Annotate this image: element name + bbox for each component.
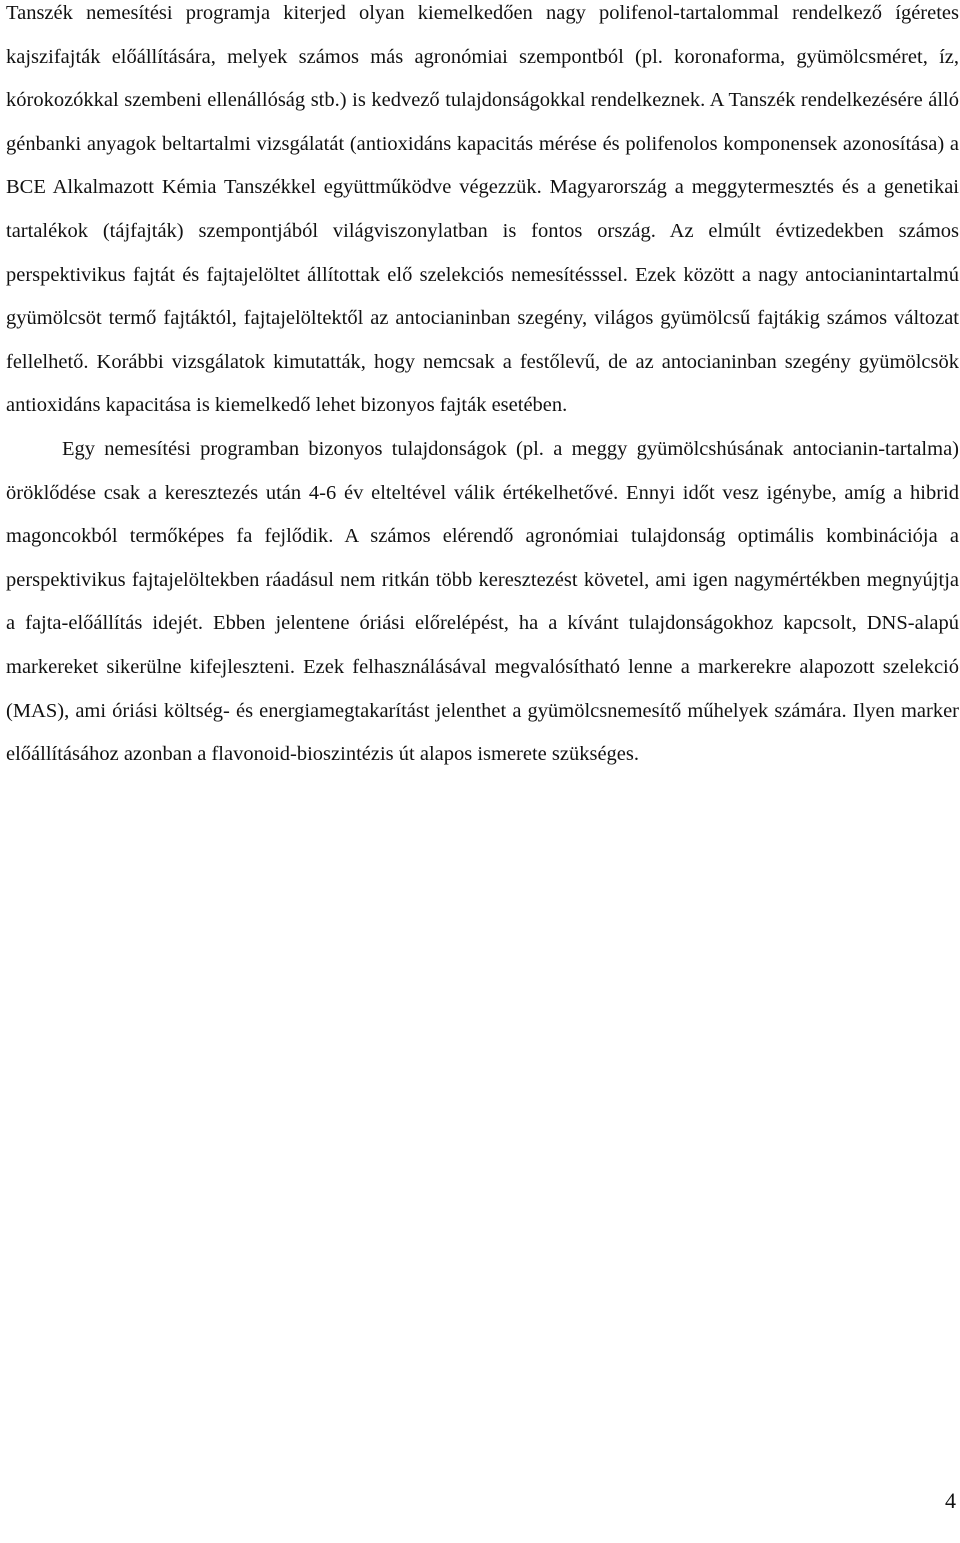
paragraph-1: Tanszék nemesítési programja kiterjed olyan kiemelkedően nagy polifenol-tartalommal rendelkező ígéretes kajszifajták előállítására, melyek számos más agronómiai szempontból (pl. koronaforma, gyümölcsméret, íz, kórokozókkal szembeni ellenállóság stb.) is kedvező tulajdonságokkal rendelkeznek. A Tanszék rendelkezésére álló génbanki anyagok beltartalmi vizsgálatát (antioxidáns kapacitás mérése és polifenolos komponensek azonosítása) a BCE Alkalmazott Kémia Tanszékkel együttműködve végezzük. Magyarország a meggytermesztés és a genetikai tartalékok (tájfajták) szempontjából világviszonylatban is fontos ország. Az elmúlt évtizedekben számos perspektivikus fajtát és fajtajelöltet állítottak elő szelekciós nemesítésssel. Ezek között a nagy antocianintartalmú gyümölcsöt termő fajtáktól, fajtajelöltektől az antocianinban szegény, világos gyümölcsű fajtákig számos változat fellelhető. Korábbi vizsgálatok kimutatták, hogy nemcsak a festőlevű, de az antocianinban szegény gyümölcsök antioxidáns kapacitása is kiemelkedő lehet bizonyos fajták esetében. (6, 2, 959, 417)
paragraph-2: Egy nemesítési programban bizonyos tulajdonságok (pl. a meggy gyümölcshúsának antocianin-tartalma) öröklődése csak a keresztezés után 4-6 év elteltével válik értékelhetővé. Ennyi időt vesz igénybe, amíg a hibrid magoncokból termőképes fa fejlődik. A számos elérendő agronómiai tulajdonság optimális kombinációja a perspektivikus fajtajelöltekben ráadásul nem ritkán több keresztezést követel, ami igen nagymértékben megnyújtja a fajta-előállítás idejét. Ebben jelentene óriási előrelépést, ha a kívánt tulajdonságokhoz kapcsolt, DNS-alapú markereket sikerülne kifejleszteni. Ezek felhasználásával megvalósítható lenne a markerekre alapozott szelekció (MAS), ami óriási költség- és energiamegtakarítást jelenthet a gyümölcsnemesítő műhelyek számára. Ilyen marker előállításához azonban a flavonoid-bioszintézis út alapos ismerete szükséges. (6, 437, 959, 766)
page-number: 4 (945, 1488, 956, 1513)
body-text (6, 0, 959, 777)
